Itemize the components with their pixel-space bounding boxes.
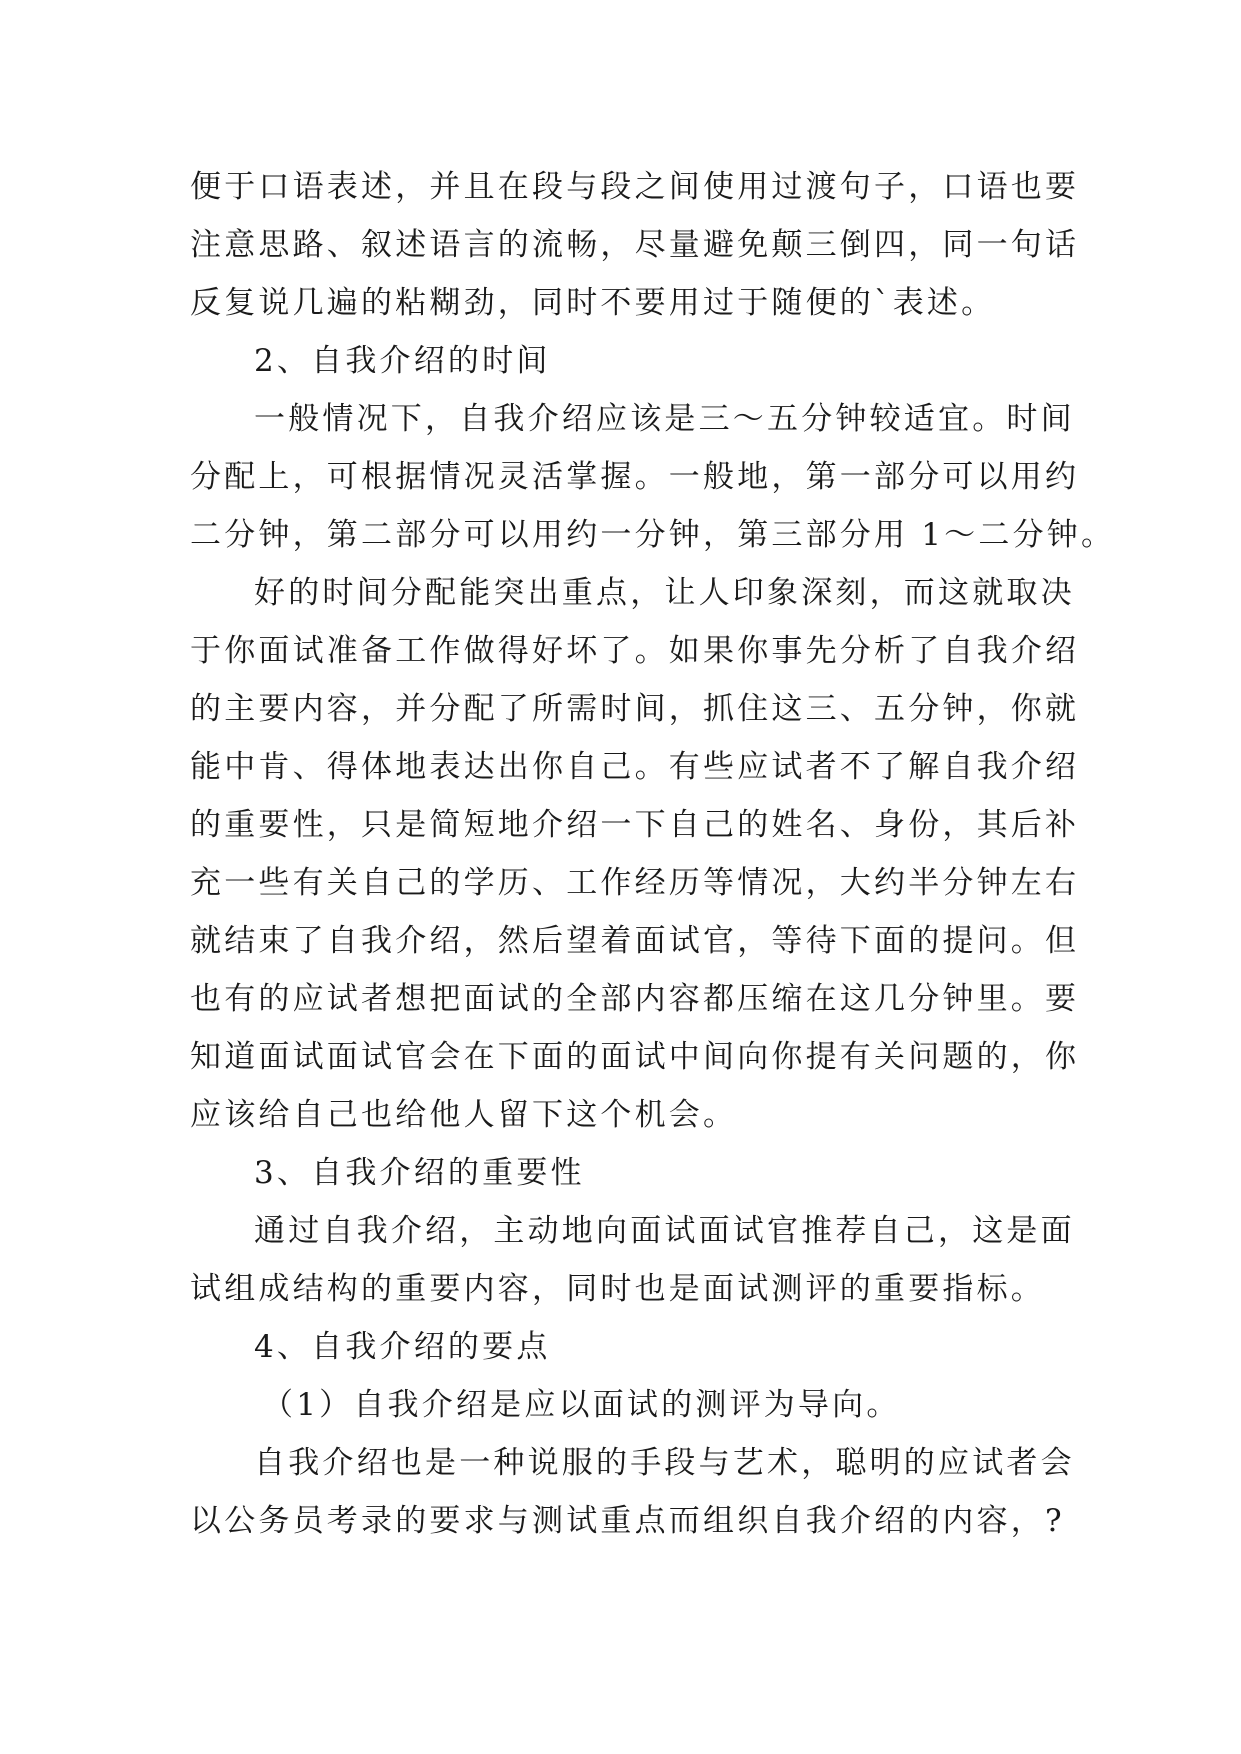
subsection-heading: （1）自我介绍是应以面试的测评为导向。 bbox=[262, 1387, 901, 1423]
paragraph-line: 知道面试面试官会在下面的面试中间向你提有关问题的，你 bbox=[190, 1039, 1080, 1075]
paragraph-line: 充一些有关自己的学历、工作经历等情况，大约半分钟左右 bbox=[190, 865, 1080, 901]
paragraph-line: 也有的应试者想把面试的全部内容都压缩在这几分钟里。要 bbox=[190, 981, 1080, 1017]
paragraph-line: 的重要性，只是简短地介绍一下自己的姓名、身份，其后补 bbox=[190, 807, 1080, 843]
paragraph-line: 好的时间分配能突出重点，让人印象深刻，而这就取决 bbox=[254, 575, 1075, 611]
paragraph-line: 应该给自己也给他人留下这个机会。 bbox=[190, 1097, 738, 1133]
paragraph-line: 于你面试准备工作做得好坏了。如果你事先分析了自我介绍 bbox=[190, 633, 1080, 669]
paragraph-line: 试组成结构的重要内容，同时也是面试测评的重要指标。 bbox=[190, 1271, 1045, 1307]
paragraph-line: 的主要内容，并分配了所需时间，抓住这三、五分钟，你就 bbox=[190, 691, 1080, 727]
paragraph-line: 二分钟，第二部分可以用约一分钟，第三部分用 1～二分钟。 bbox=[190, 517, 1116, 553]
paragraph-line: 自我介绍也是一种说服的手段与艺术，聪明的应试者会 bbox=[254, 1445, 1075, 1481]
paragraph-line: 便于口语表述，并且在段与段之间使用过渡句子，口语也要 bbox=[190, 169, 1080, 205]
paragraph-line: 一般情况下，自我介绍应该是三～五分钟较适宜。时间 bbox=[254, 401, 1075, 437]
paragraph-line: 分配上，可根据情况灵活掌握。一般地，第一部分可以用约 bbox=[190, 459, 1080, 495]
paragraph-line: 就结束了自我介绍，然后望着面试官，等待下面的提问。但 bbox=[190, 923, 1080, 959]
paragraph-line: 以公务员考录的要求与测试重点而组织自我介绍的内容，? bbox=[190, 1503, 1065, 1539]
paragraph-line: 能中肯、得体地表达出你自己。有些应试者不了解自我介绍 bbox=[190, 749, 1080, 785]
section-heading: 3、自我介绍的重要性 bbox=[254, 1155, 585, 1191]
paragraph-line: 反复说几遍的粘糊劲，同时不要用过于随便的`表述。 bbox=[190, 285, 996, 321]
paragraph-line: 通过自我介绍，主动地向面试面试官推荐自己，这是面 bbox=[254, 1213, 1075, 1249]
paragraph-line: 注意思路、叙述语言的流畅，尽量避免颠三倒四，同一句话 bbox=[190, 227, 1080, 263]
section-heading: 4、自我介绍的要点 bbox=[254, 1329, 551, 1365]
section-heading: 2、自我介绍的时间 bbox=[254, 343, 551, 379]
body-text bbox=[190, 158, 1116, 1550]
